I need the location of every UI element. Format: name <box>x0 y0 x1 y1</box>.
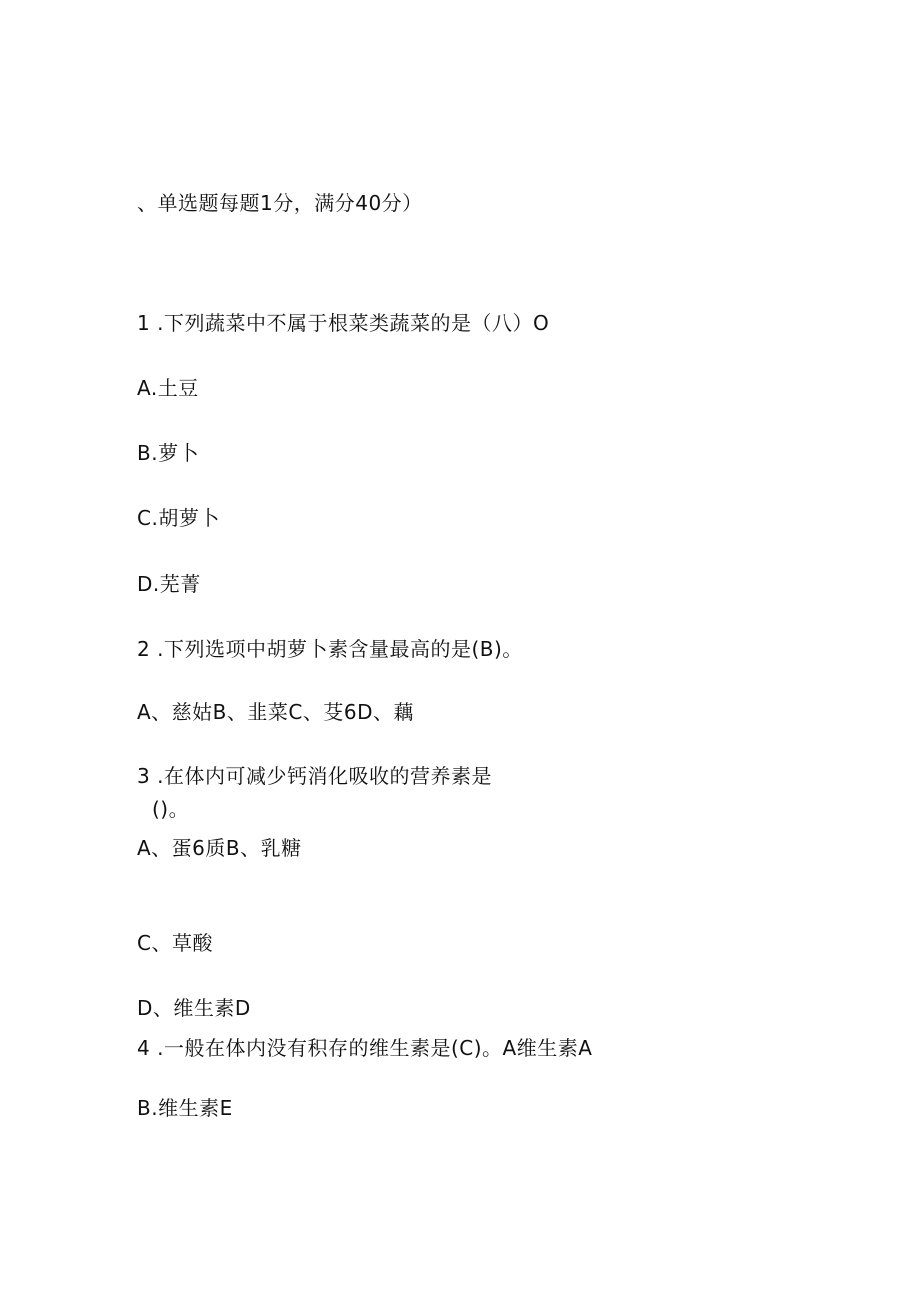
question-1-option-c: C.胡萝卜 <box>137 506 220 530</box>
question-2-stem: 2 .下列选项中胡萝卜素含量最高的是(B)。 <box>137 637 523 661</box>
section-heading: 、单选题每题1分，满分40分） <box>137 191 423 215</box>
question-2-options: A、慈姑B、韭菜C、芟6D、藕 <box>137 700 414 724</box>
question-3-option-d: D、维生素D <box>137 996 251 1020</box>
question-1-option-a: A.土豆 <box>137 376 199 400</box>
question-1-option-d: D.芜菁 <box>137 572 201 596</box>
question-3-stem: 3 .在体内可减少钙消化吸收的营养素是 <box>137 764 492 788</box>
question-1-stem: 1 .下列蔬菜中不属于根菜类蔬菜的是（八）O <box>137 311 550 335</box>
question-4-stem: 4 .一般在体内没有积存的维生素是(C)。A维生素A <box>137 1036 593 1060</box>
question-1-option-b: B.萝卜 <box>137 441 200 465</box>
question-3-option-ab: A、蛋6质B、乳糖 <box>137 836 302 860</box>
question-3-option-c: C、草酸 <box>137 931 213 955</box>
question-3-stem-continuation: ()。 <box>152 797 190 821</box>
question-4-option-b: B.维生素E <box>137 1096 233 1120</box>
